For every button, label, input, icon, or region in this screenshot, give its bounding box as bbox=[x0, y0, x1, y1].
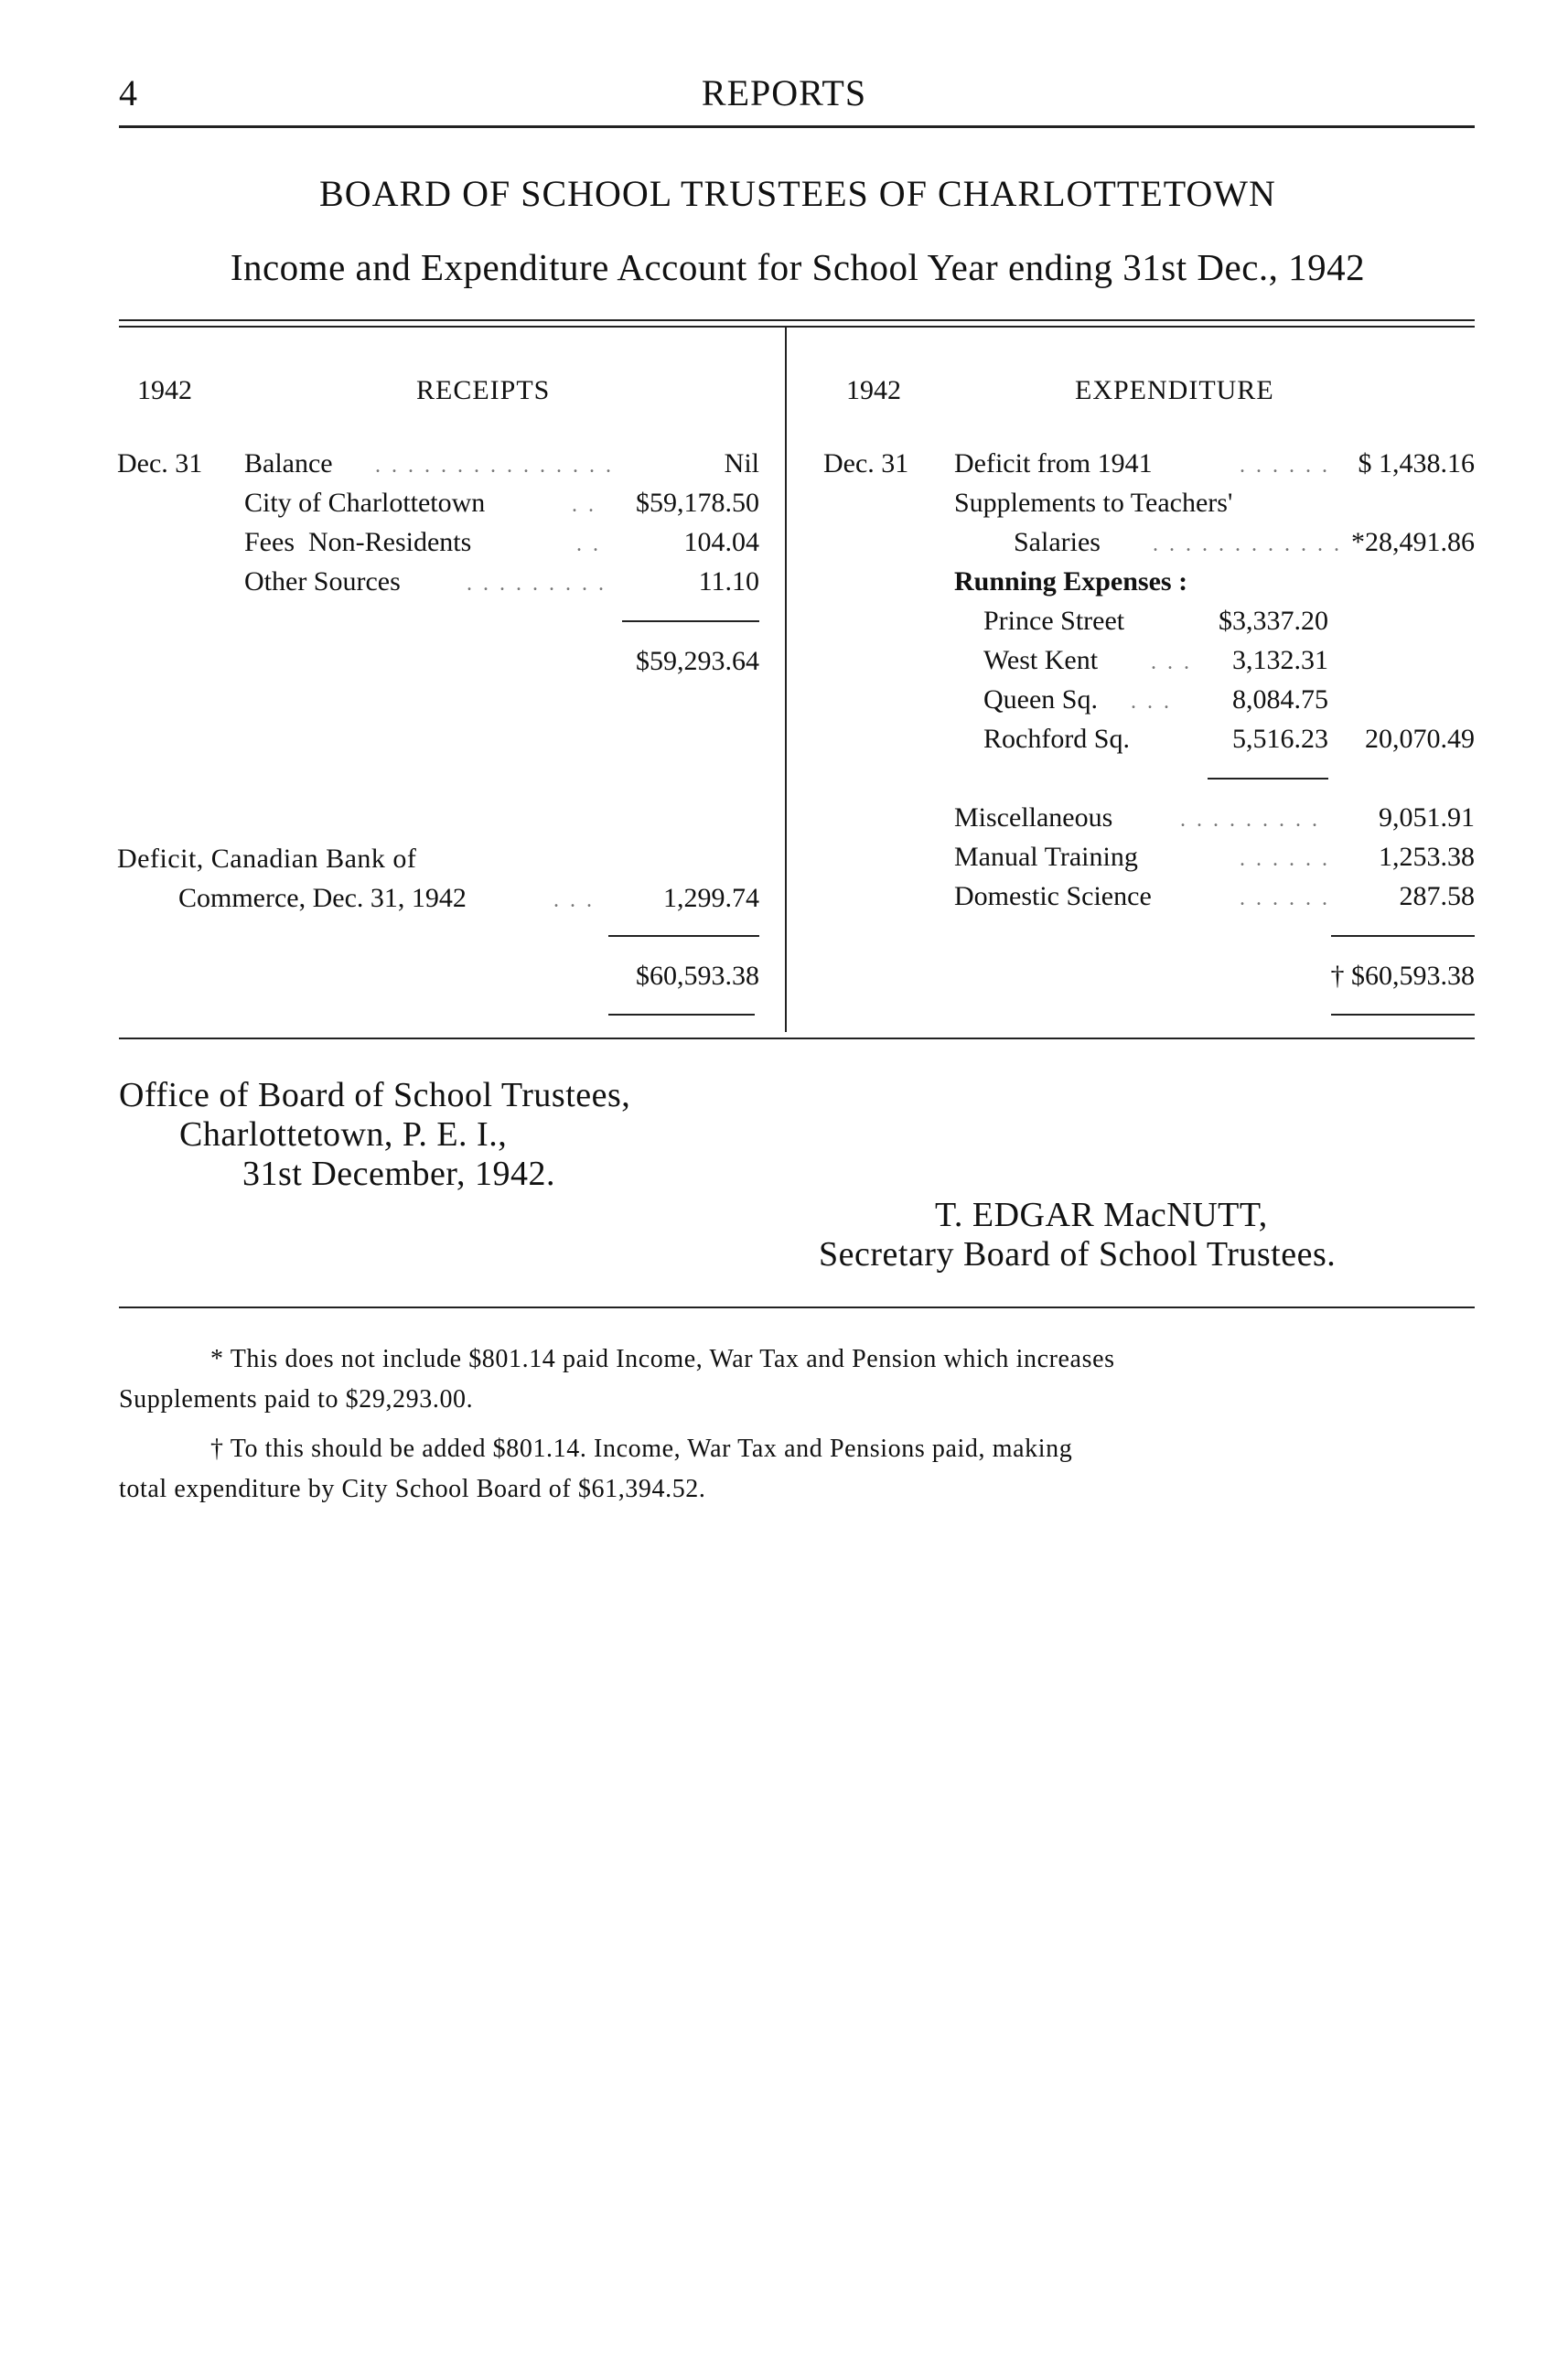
receipt-item-amount: Nil bbox=[724, 448, 759, 479]
expenditure-item-amount: 9,051.91 bbox=[1379, 802, 1475, 833]
header-rule bbox=[119, 125, 1475, 128]
expenditure-item-amount: 1,253.38 bbox=[1379, 842, 1475, 872]
running-item-amount: $3,337.20 bbox=[1219, 606, 1328, 636]
page-number: 4 bbox=[119, 72, 137, 113]
running-expenses-heading: Running Expenses : bbox=[954, 566, 1188, 597]
leader-dots: . . bbox=[576, 532, 601, 556]
leader-dots: . . . . . . . . . bbox=[467, 572, 607, 596]
receipts-deficit-label-cont: Commerce, Dec. 31, 1942 bbox=[178, 883, 467, 913]
receipts-year: 1942 bbox=[137, 375, 192, 405]
leader-dots: . . . bbox=[1151, 651, 1192, 674]
leader-dots: . . bbox=[572, 493, 596, 517]
expenditure-item-label: Supplements to Teachers' bbox=[954, 488, 1233, 518]
receipt-item-label: Balance bbox=[244, 448, 333, 479]
expenditure-item-amount: *28,491.86 bbox=[1351, 527, 1475, 557]
footnote-text: total expenditure by City School Board of $61,394.52. bbox=[119, 1475, 706, 1503]
receipt-item-label: Other Sources bbox=[244, 566, 401, 597]
table-bottom-rule bbox=[119, 1038, 1475, 1039]
footnote-text: † To this should be added $801.14. Income, War Tax and Pensions paid, making bbox=[210, 1435, 1073, 1463]
running-item-label: Queen Sq. bbox=[983, 684, 1098, 715]
running-head: REPORTS bbox=[701, 72, 867, 113]
leader-dots: . . . . . . bbox=[1240, 887, 1330, 910]
signer-title: Secretary Board of School Trustees. bbox=[819, 1235, 1337, 1274]
receipts-total-underline bbox=[608, 1014, 755, 1016]
running-expenses-total: 20,070.49 bbox=[1365, 724, 1475, 754]
expenditure-item-label-cont: Salaries bbox=[1014, 527, 1101, 557]
receipt-item-amount: $59,178.50 bbox=[636, 488, 759, 518]
leader-dots: . . . . . . bbox=[1240, 454, 1330, 478]
document-title: BOARD OF SCHOOL TRUSTEES OF CHARLOTTETOWN bbox=[319, 173, 1276, 214]
expenditure-date: Dec. 31 bbox=[823, 448, 909, 479]
running-item-amount: 8,084.75 bbox=[1232, 684, 1328, 715]
running-subtotal-rule bbox=[1208, 778, 1328, 780]
leader-dots: . . . bbox=[553, 888, 595, 912]
running-item-amount: 5,516.23 bbox=[1232, 724, 1328, 754]
receipts-deficit-label: Deficit, Canadian Bank of bbox=[117, 844, 417, 874]
footnote-rule bbox=[119, 1307, 1475, 1308]
expenditure-heading: EXPENDITURE bbox=[1075, 375, 1274, 405]
receipt-item-label: City of Charlottetown bbox=[244, 488, 486, 518]
table-top-rule bbox=[119, 319, 1475, 321]
expenditure-item-label: Miscellaneous bbox=[954, 802, 1113, 833]
receipts-total-rule bbox=[608, 935, 759, 937]
leader-dots: . . . . . . . . . . . . . . . bbox=[375, 454, 614, 478]
expenditure-item-amount: 287.58 bbox=[1399, 881, 1475, 911]
running-item-label: Rochford Sq. bbox=[983, 724, 1130, 754]
leader-dots: . . . bbox=[1131, 690, 1172, 714]
running-item-label: Prince Street bbox=[983, 606, 1125, 636]
running-item-amount: 3,132.31 bbox=[1232, 645, 1328, 675]
receipt-item-amount: 11.10 bbox=[698, 566, 759, 597]
office-line: Charlottetown, P. E. I., bbox=[179, 1115, 508, 1154]
receipt-item-label: Fees Non-Residents bbox=[244, 527, 472, 557]
expenditure-item-amount: $ 1,438.16 bbox=[1358, 448, 1475, 479]
running-item-label: West Kent bbox=[983, 645, 1099, 675]
receipts-deficit-amount: 1,299.74 bbox=[663, 883, 759, 913]
expenditure-total-underline bbox=[1331, 1014, 1475, 1016]
receipts-subtotal-rule bbox=[622, 620, 759, 622]
expenditure-item-label: Deficit from 1941 bbox=[954, 448, 1153, 479]
document-subtitle: Income and Expenditure Account for School Year ending 31st Dec., 1942 bbox=[230, 246, 1366, 288]
leader-dots: . . . . . . . . . . . . bbox=[1153, 532, 1342, 556]
leader-dots: . . . . . . bbox=[1240, 847, 1330, 871]
receipts-total: $60,593.38 bbox=[636, 961, 759, 991]
expenditure-year: 1942 bbox=[846, 375, 901, 405]
table-divider bbox=[785, 328, 787, 1032]
leader-dots: . . . . . . . . . bbox=[1180, 808, 1320, 832]
signer-name: T. EDGAR MacNUTT, bbox=[935, 1196, 1268, 1234]
expenditure-total-rule bbox=[1331, 935, 1475, 937]
expenditure-item-label: Domestic Science bbox=[954, 881, 1152, 911]
expenditure-item-label: Manual Training bbox=[954, 842, 1138, 872]
footnote-text: Supplements paid to $29,293.00. bbox=[119, 1385, 474, 1414]
receipts-date: Dec. 31 bbox=[117, 448, 203, 479]
office-line: Office of Board of School Trustees, bbox=[119, 1076, 631, 1114]
office-line: 31st December, 1942. bbox=[242, 1155, 555, 1193]
receipts-subtotal: $59,293.64 bbox=[636, 646, 759, 676]
table-top-rule-2 bbox=[119, 326, 1475, 328]
receipt-item-amount: 104.04 bbox=[683, 527, 759, 557]
expenditure-total: † $60,593.38 bbox=[1330, 961, 1475, 991]
receipts-heading: RECEIPTS bbox=[416, 375, 551, 405]
footnote-text: * This does not include $801.14 paid Income, War Tax and Pension which increases bbox=[210, 1345, 1115, 1373]
